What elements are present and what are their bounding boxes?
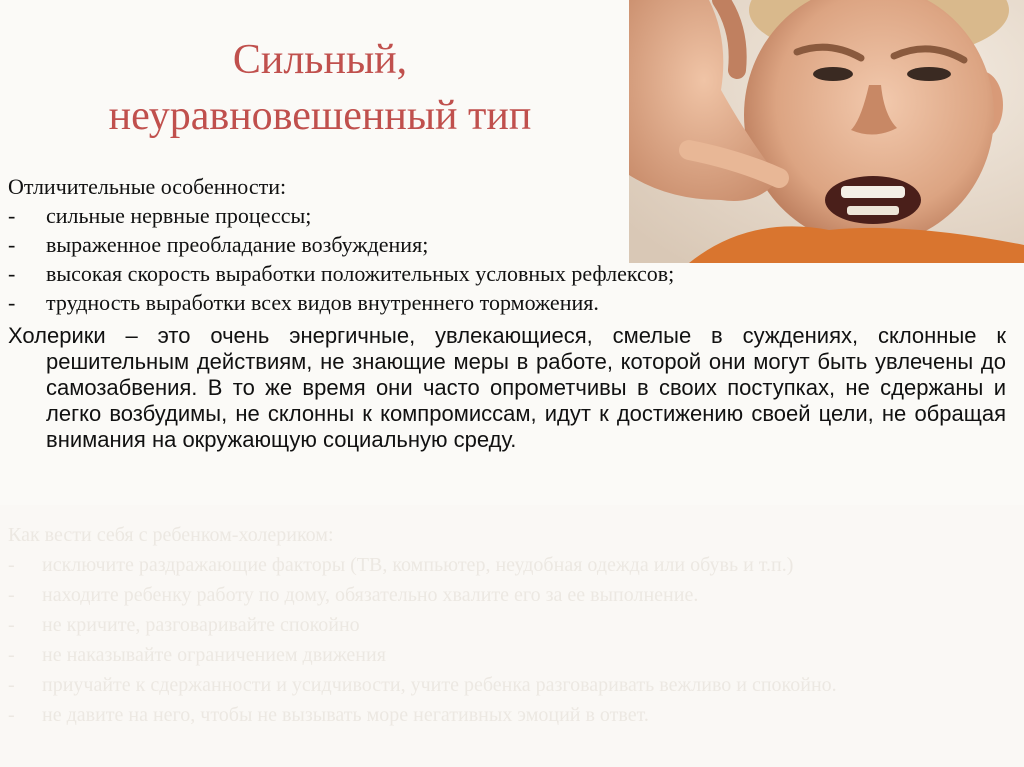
advice-heading: Как вести себя с ребенком-холериком:: [8, 524, 334, 546]
dash-bullet: -: [8, 554, 15, 576]
features-list: [8, 201, 1008, 317]
advice-item-text: не наказывайте ограничением движения: [42, 644, 386, 666]
dash-bullet: -: [8, 232, 16, 257]
advice-list: [8, 550, 1013, 730]
dash-bullet: -: [8, 674, 15, 696]
advice-item-text: находите ребенку работу по дому, обязательно хвалите его за ее выполнение.: [42, 584, 699, 606]
list-item: [8, 230, 1008, 259]
list-item: [8, 670, 1013, 700]
dash-bullet: -: [8, 614, 15, 636]
dash-bullet: -: [8, 290, 16, 315]
feature-item-text: сильные нервные процессы;: [46, 203, 312, 228]
list-item: [8, 259, 1008, 288]
list-item: [8, 610, 1013, 640]
dash-bullet: -: [8, 704, 15, 726]
advice-item-text: приучайте к сдержанности и усидчивости, учите ребенка разговаривать вежливо и спокойно.: [42, 674, 837, 696]
feature-item-text: выраженное преобладание возбуждения;: [46, 232, 429, 257]
advice-block: [8, 520, 1013, 730]
dash-bullet: -: [8, 584, 15, 606]
advice-item-text: не кричите, разговаривайте спокойно: [42, 614, 360, 636]
choleric-paragraph: Холерики – это очень энергичные, увлекающиеся, смелые в суждениях, склонные к решительным действиям, не знающие меры в работе, которой они могут быть увлечены до самозабвения. В то же время они часто опрометчивы в своих поступках, не сдержаны и легко возбудимы, не склонны к компромиссам, идут к достижению своей цели, не обращая внимания на окружающую социальную среду.: [8, 323, 1006, 452]
title-line-2: неуравновешенный тип: [108, 93, 532, 139]
feature-item-text: трудность выработки всех видов внутреннего торможения.: [46, 290, 599, 315]
list-item: [8, 288, 1008, 317]
title-line-1: Сильный,: [232, 37, 408, 83]
slide-title: [40, 32, 600, 144]
list-item: [8, 550, 1013, 580]
advice-item-text: исключите раздражающие факторы (ТВ, компьютер, неудобная одежда или обувь и т.п.): [42, 554, 794, 576]
features-block: [8, 172, 1008, 317]
list-item: [8, 700, 1013, 730]
list-item: [8, 201, 1008, 230]
list-item: [8, 580, 1013, 610]
dash-bullet: -: [8, 644, 15, 666]
feature-item-text: высокая скорость выработки положительных условных рефлексов;: [46, 261, 675, 286]
advice-item-text: не давите на него, чтобы не вызывать море негативных эмоций в ответ.: [42, 704, 649, 726]
dash-bullet: -: [8, 203, 16, 228]
dash-bullet: -: [8, 261, 16, 286]
list-item: [8, 640, 1013, 670]
features-heading: Отличительные особенности:: [8, 174, 287, 199]
